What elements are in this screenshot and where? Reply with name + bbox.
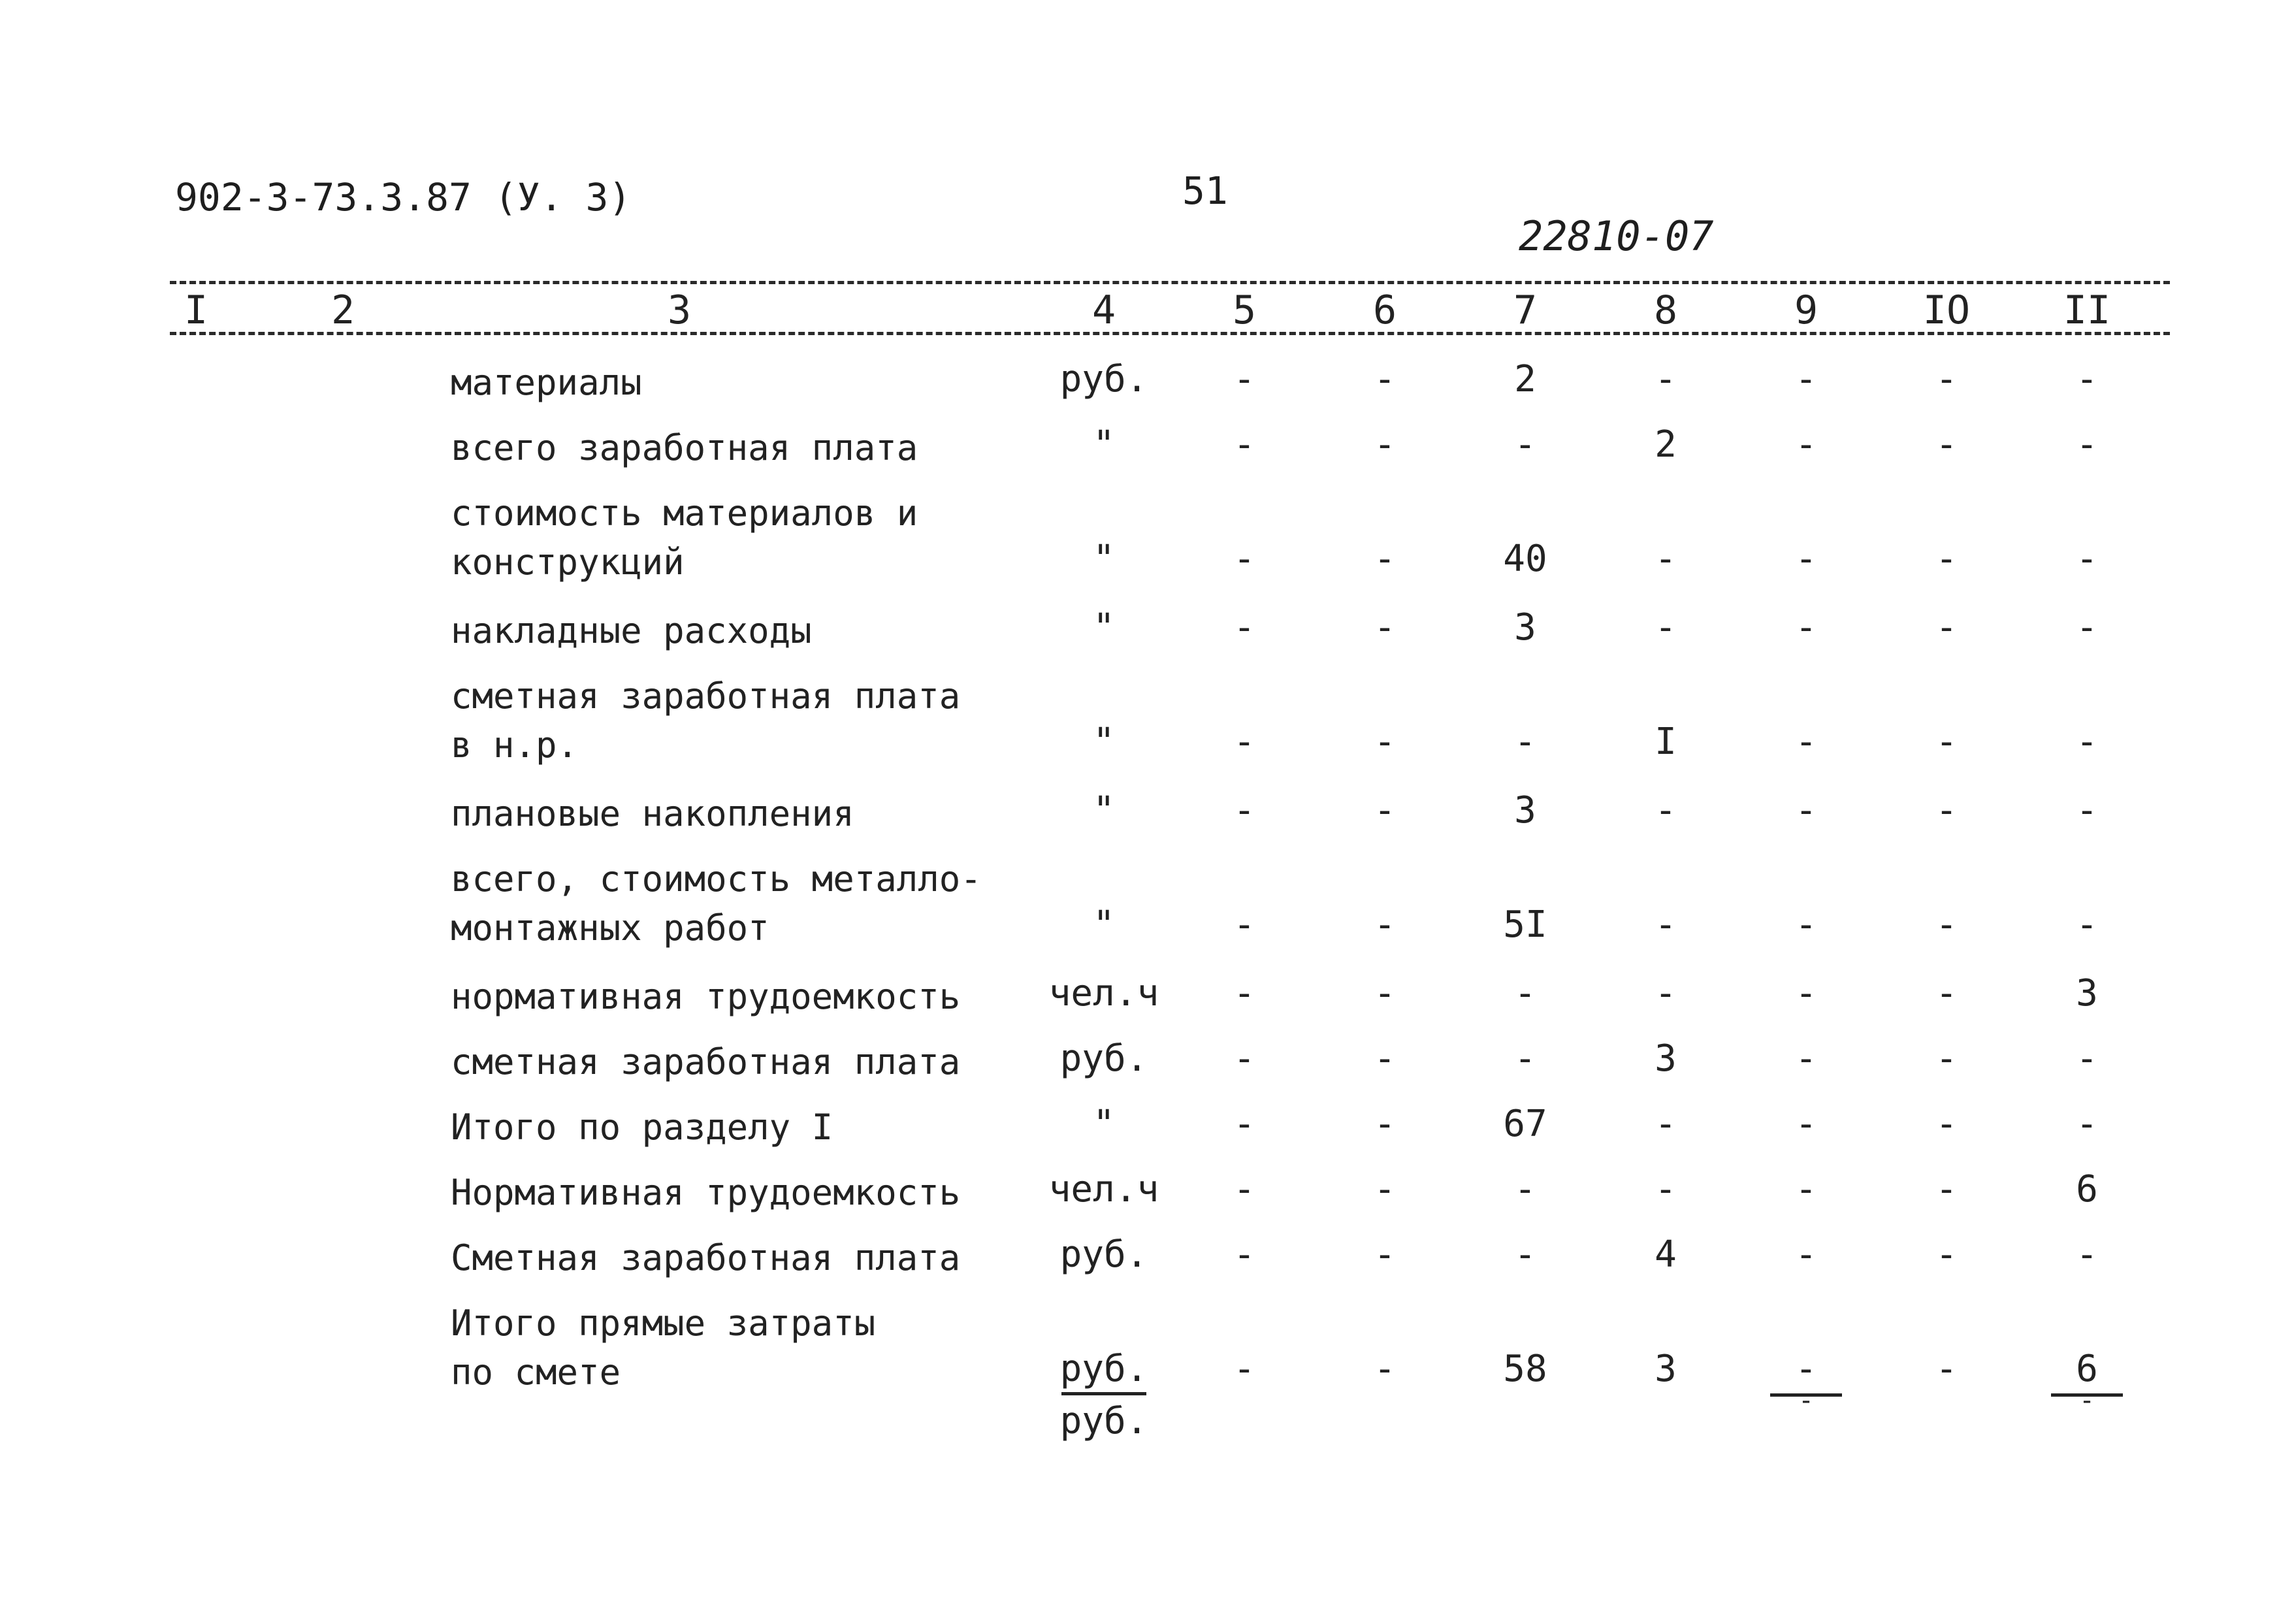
- row-value-col5: -: [1233, 606, 1255, 649]
- row-value-col8: 2: [1655, 423, 1677, 466]
- row-value-col9: -: [1795, 1348, 1817, 1390]
- row-unit: ": [1093, 606, 1115, 649]
- row-value-col7: -: [1514, 1233, 1536, 1276]
- row-value-col8: 3: [1655, 1348, 1677, 1390]
- row-value-col7: 58: [1503, 1348, 1547, 1390]
- row-unit: чел.ч: [1048, 1168, 1159, 1210]
- row-value-col9: -: [1795, 789, 1817, 832]
- row-value-col6: -: [1374, 358, 1396, 400]
- row-value-col10: -: [1935, 1168, 1958, 1210]
- row-label: в н.р.: [451, 724, 579, 766]
- row-label: стоимость материалов и: [451, 493, 918, 534]
- row-value-col11: -: [2076, 789, 2098, 832]
- row-value-col8: -: [1655, 538, 1677, 580]
- row-value-col5: -: [1233, 721, 1255, 763]
- row-value-col6: -: [1374, 903, 1396, 946]
- row-value-col11: -: [2076, 1233, 2098, 1276]
- row-value-col6: -: [1374, 1233, 1396, 1276]
- column-header-1: I: [184, 287, 208, 333]
- row-label: монтажных работ: [451, 907, 769, 949]
- header-bottom-rule: [170, 332, 2170, 335]
- row-value-col10: -: [1935, 538, 1958, 580]
- row-value-col10: -: [1935, 423, 1958, 466]
- row-value-col8: -: [1655, 972, 1677, 1015]
- row-value-col10: -: [1935, 972, 1958, 1015]
- row-value-below-col11: -: [2078, 1386, 2095, 1416]
- row-value-col6: -: [1374, 1168, 1396, 1210]
- row-value-col11: 6: [2076, 1168, 2098, 1210]
- row-label: всего заработная плата: [451, 427, 918, 468]
- row-unit: ": [1093, 423, 1115, 466]
- row-value-col11: -: [2076, 423, 2098, 466]
- row-value-col10: -: [1935, 1037, 1958, 1080]
- document-code: 902-3-73.3.87 (У. 3): [175, 175, 632, 219]
- row-value-col7: 2: [1514, 358, 1536, 400]
- row-value-col5: -: [1233, 358, 1255, 400]
- row-value-col5: -: [1233, 1348, 1255, 1390]
- row-value-col9: -: [1795, 1168, 1817, 1210]
- row-value-col7: 5I: [1503, 903, 1547, 946]
- row-unit: ": [1093, 721, 1115, 763]
- row-value-col11: -: [2076, 903, 2098, 946]
- column-header-7: 7: [1513, 287, 1538, 333]
- row-unit: руб.: [1059, 1233, 1148, 1276]
- row-value-col11: 3: [2076, 972, 2098, 1015]
- row-value-col5: -: [1233, 972, 1255, 1015]
- row-value-col5: -: [1233, 1037, 1255, 1080]
- row-unit: руб.: [1059, 1037, 1148, 1080]
- row-value-col9: -: [1795, 538, 1817, 580]
- row-value-col7: -: [1514, 1168, 1536, 1210]
- row-value-col7: 3: [1514, 789, 1536, 832]
- row-label: Итого по разделу I: [451, 1107, 833, 1148]
- row-value-col5: -: [1233, 789, 1255, 832]
- column-header-6: 6: [1372, 287, 1397, 333]
- row-label: Итого прямые затраты: [451, 1303, 876, 1344]
- row-value-col7: 40: [1503, 538, 1547, 580]
- row-value-col9: -: [1795, 1233, 1817, 1276]
- column-header-11: II: [2063, 287, 2111, 333]
- row-value-col8: -: [1655, 1103, 1677, 1145]
- column-header-2: 2: [331, 287, 355, 333]
- row-value-col8: 4: [1655, 1233, 1677, 1276]
- row-label: всего, стоимость металло-: [451, 858, 982, 900]
- row-value-col9: -: [1795, 358, 1817, 400]
- row-label: Сметная заработная плата: [451, 1237, 961, 1278]
- column-header-5: 5: [1232, 287, 1257, 333]
- row-value-col11: -: [2076, 721, 2098, 763]
- row-unit: ": [1093, 789, 1115, 832]
- row-value-col11: -: [2076, 1037, 2098, 1080]
- row-label: по смете: [451, 1352, 621, 1393]
- row-value-col6: -: [1374, 1037, 1396, 1080]
- row-unit: ": [1093, 903, 1115, 946]
- row-unit: ": [1093, 1103, 1115, 1145]
- row-unit: чел.ч: [1048, 972, 1159, 1015]
- row-value-col11: -: [2076, 1103, 2098, 1145]
- row-value-col5: -: [1233, 1168, 1255, 1210]
- row-label: плановые накопления: [451, 793, 854, 834]
- row-label: нормативная трудоемкость: [451, 976, 961, 1017]
- row-value-col5: -: [1233, 538, 1255, 580]
- row-value-col8: -: [1655, 606, 1677, 649]
- row-value-col7: -: [1514, 721, 1536, 763]
- row-label: материалы: [451, 362, 642, 403]
- row-label: сметная заработная плата: [451, 1041, 961, 1082]
- row-unit: руб.: [1059, 358, 1148, 400]
- column-header-9: 9: [1794, 287, 1818, 333]
- row-value-col9: -: [1795, 606, 1817, 649]
- row-value-col11: -: [2076, 358, 2098, 400]
- row-value-col8: -: [1655, 1168, 1677, 1210]
- column-header-3: 3: [667, 287, 692, 333]
- row-value-col6: -: [1374, 423, 1396, 466]
- row-label: конструкций: [451, 542, 685, 583]
- row-unit-below: руб.: [1059, 1400, 1148, 1442]
- row-value-col7: 3: [1514, 606, 1536, 649]
- row-unit: ": [1093, 538, 1115, 580]
- column-header-8: 8: [1653, 287, 1678, 333]
- row-value-below-col9: -: [1798, 1386, 1815, 1416]
- row-value-col8: 3: [1655, 1037, 1677, 1080]
- row-value-col9: -: [1795, 1103, 1817, 1145]
- row-value-col9: -: [1795, 972, 1817, 1015]
- row-value-col6: -: [1374, 538, 1396, 580]
- row-value-col5: -: [1233, 903, 1255, 946]
- row-value-col6: -: [1374, 789, 1396, 832]
- row-value-col11: -: [2076, 606, 2098, 649]
- row-label: Нормативная трудоемкость: [451, 1172, 961, 1213]
- header-top-rule: [170, 281, 2170, 284]
- row-value-col7: -: [1514, 972, 1536, 1015]
- row-value-col9: -: [1795, 1037, 1817, 1080]
- row-value-col9: -: [1795, 903, 1817, 946]
- row-value-col11: 6: [2076, 1348, 2098, 1390]
- row-value-col7: -: [1514, 1037, 1536, 1080]
- row-value-col7: -: [1514, 423, 1536, 466]
- row-value-col10: -: [1935, 903, 1958, 946]
- row-value-col6: -: [1374, 721, 1396, 763]
- row-value-col6: -: [1374, 606, 1396, 649]
- column-header-4: 4: [1091, 287, 1116, 333]
- row-value-col7: 67: [1503, 1103, 1547, 1145]
- row-label: сметная заработная плата: [451, 675, 961, 717]
- row-value-col9: -: [1795, 721, 1817, 763]
- row-value-col11: -: [2076, 538, 2098, 580]
- row-value-col5: -: [1233, 1103, 1255, 1145]
- row-value-col6: -: [1374, 972, 1396, 1015]
- row-value-col8: -: [1655, 789, 1677, 832]
- row-value-col10: -: [1935, 1348, 1958, 1390]
- row-value-col9: -: [1795, 423, 1817, 466]
- row-value-col8: -: [1655, 903, 1677, 946]
- row-label: накладные расходы: [451, 610, 812, 651]
- row-value-col10: -: [1935, 1103, 1958, 1145]
- row-value-col10: -: [1935, 358, 1958, 400]
- row-value-col8: -: [1655, 358, 1677, 400]
- row-value-col5: -: [1233, 1233, 1255, 1276]
- row-value-col10: -: [1935, 1233, 1958, 1276]
- row-unit: руб.: [1059, 1348, 1148, 1390]
- page-number: 51: [1182, 169, 1228, 213]
- row-value-col5: -: [1233, 423, 1255, 466]
- row-value-col10: -: [1935, 721, 1958, 763]
- row-value-col6: -: [1374, 1103, 1396, 1145]
- row-value-col10: -: [1935, 789, 1958, 832]
- sheet-code: 22810-07: [1519, 212, 1714, 260]
- column-header-10: IO: [1922, 287, 1971, 333]
- row-value-col10: -: [1935, 606, 1958, 649]
- row-value-col8: I: [1655, 721, 1677, 763]
- unit-fraction-bar: [1061, 1392, 1146, 1395]
- row-value-col6: -: [1374, 1348, 1396, 1390]
